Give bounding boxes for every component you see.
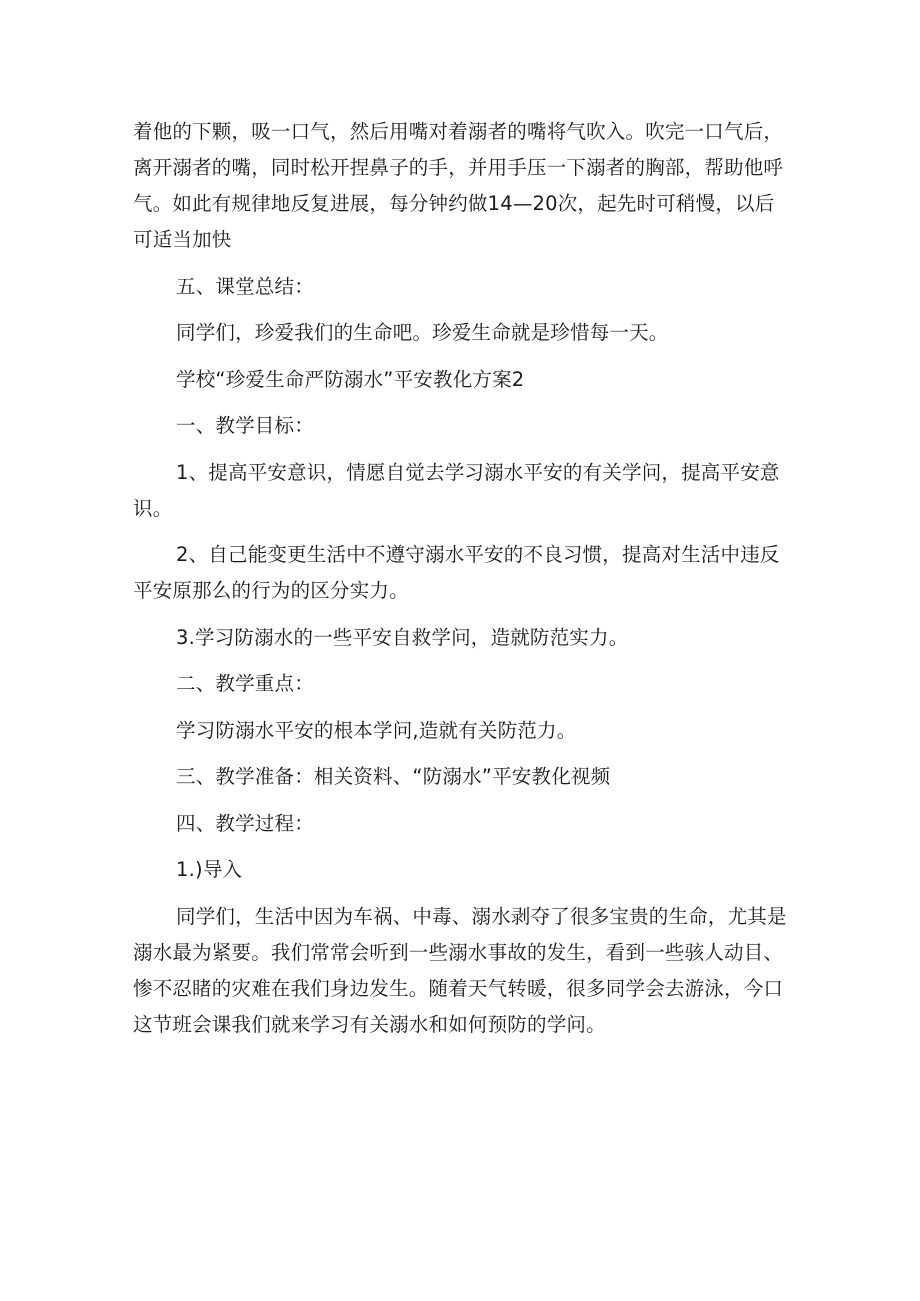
text-line: 识。 [133, 496, 173, 520]
paragraph-focus-text [133, 713, 793, 749]
text-line: 同学们，珍爱我们的生命吧。珍爱生命就是珍惜每一天。 [176, 321, 669, 344]
text-line: 同学们，生活中因为车祸、中毒、溺水剥夺了很多宝贵的生命，尤其是 [176, 904, 787, 928]
section-heading: 一、教学目标： [176, 414, 314, 437]
list-item-goal-2 [133, 537, 793, 609]
heading-teaching-goals [133, 408, 793, 444]
paragraph-introduction [133, 899, 793, 1043]
text-line: 气。如此有规律地反复进展，每分钟约做14—20次，起先时可稍慢，以后 [133, 192, 775, 215]
section-heading: 五、课堂总结： [176, 274, 314, 298]
heading-teaching-focus [133, 666, 793, 702]
text-line: 1、提高平安意识，情愿自觉去学习溺水平安的有关学问，提高平安意 [176, 460, 780, 484]
heading-teaching-prep [133, 759, 793, 795]
section-heading: 四、教学过程： [176, 811, 314, 835]
text-line: 2、自己能变更生活中不遵守溺水平安的不良习惯，提高对生活中违反 [176, 543, 780, 566]
text-line: 这节班会课我们就来学习有关溺水和如何预防的学问。 [133, 1012, 606, 1036]
paragraph-summary-text [133, 315, 793, 351]
heading-class-summary [133, 269, 793, 305]
text-line: 离开溺者的嘴，同时松开捏鼻子的手，并用手压一下溺者的胸部，帮助他呼 [133, 156, 784, 179]
text-line: 学习防溺水平安的根本学问,造就有关防范力。 [176, 718, 577, 742]
section-heading: 二、教学重点： [176, 672, 314, 695]
text-line: 惨不忍睹的灾难在我们身边发生。随着天气转暖，很多同学会去游泳，今口 [133, 976, 784, 1000]
heading-teaching-process [133, 806, 793, 842]
plan-title [133, 362, 793, 398]
subheading-introduction [133, 852, 793, 888]
list-item-goal-3 [133, 620, 793, 656]
subsection-heading: 1.)导入 [176, 858, 243, 881]
paragraph-rescue-breathing [133, 114, 793, 258]
list-item-goal-1 [133, 455, 793, 527]
section-heading: 三、教学准备：相关资料、“防溺水”平安教化视频 [176, 765, 611, 788]
text-line: 3.学习防溺水的一些平安自救学问，造就防范实力。 [176, 625, 629, 649]
document-title: 学校“珍爱生命严防溺水”平安教化方案2 [176, 367, 525, 391]
text-line: 可适当加快 [133, 228, 232, 251]
text-line: 平安原那么的行为的区分实力。 [133, 579, 409, 602]
document-body [133, 114, 793, 1043]
text-line: 溺水最为紧要。我们常常会听到一些溺水事故的发生，看到一些骇人动目、 [133, 940, 784, 964]
text-line: 着他的下颗，吸一口气，然后用嘴对着溺者的嘴将气吹入。吹完一口气后， [133, 120, 784, 143]
